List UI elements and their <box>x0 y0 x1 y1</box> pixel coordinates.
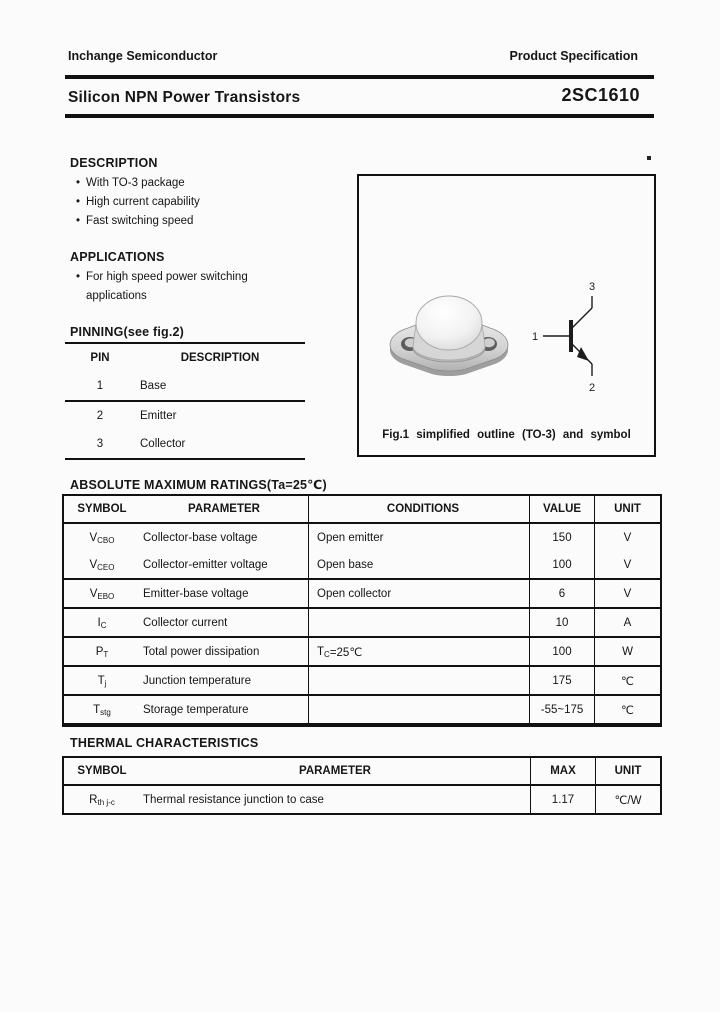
value-cell: 100 <box>530 551 595 578</box>
list-item-text: Fast switching speed <box>86 215 194 227</box>
column-header: MAX <box>531 758 596 784</box>
list-item-text: For high speed power switching applications <box>86 271 248 302</box>
table-row <box>64 786 660 813</box>
list-item <box>76 212 200 231</box>
base-pin-label: 1 <box>531 331 539 343</box>
unit-cell: ℃/W <box>614 794 642 807</box>
emitter-pin-label: 2 <box>588 382 596 394</box>
value-cell: 150 <box>530 524 595 551</box>
stray-mark <box>647 156 651 160</box>
page-title: Silicon NPN Power Transistors <box>68 89 301 106</box>
symbol-cell <box>64 667 140 694</box>
doc-type-label: Product Specification <box>509 49 638 63</box>
conditions-cell <box>309 638 530 665</box>
parameter-cell: Storage temperature <box>140 696 309 723</box>
bullet-icon: • <box>76 215 81 227</box>
emitter-arrow-icon <box>577 347 589 361</box>
part-number: 2SC1610 <box>561 85 640 105</box>
column-header: PIN <box>90 352 110 364</box>
bullet-icon: • <box>76 271 81 283</box>
symbol-base: V <box>89 558 98 571</box>
condition-base: T <box>317 645 325 658</box>
conditions-cell: Open base <box>309 551 530 578</box>
column-header: VALUE <box>530 496 595 522</box>
symbol-cell <box>64 580 140 607</box>
pin-description: Base <box>140 380 167 392</box>
company-name: Inchange Semiconductor <box>68 49 218 63</box>
value-cell: 10 <box>530 609 595 636</box>
header-rule-bottom <box>65 114 654 118</box>
unit-cell: V <box>623 558 632 571</box>
symbol-base: I <box>97 616 101 629</box>
conditions-cell <box>309 609 530 636</box>
value-cell: -55~175 <box>530 696 595 723</box>
unit-cell: ℃ <box>621 675 634 688</box>
parameter-cell: Total power dissipation <box>140 638 309 665</box>
condition-subscript: C <box>324 650 330 659</box>
table-row <box>64 524 660 551</box>
symbol-subscript: T <box>103 650 109 659</box>
list-item <box>76 174 200 193</box>
table-row <box>64 638 660 667</box>
pin-number: 3 <box>96 438 104 450</box>
header-rule-top <box>65 75 654 79</box>
pinning-heading: PINNING(see fig.2) <box>70 325 185 339</box>
symbol-subscript: CEO <box>97 563 115 572</box>
npn-transistor-symbol <box>529 274 624 399</box>
abs-max-ratings-heading: ABSOLUTE MAXIMUM RATINGS(Ta=25℃) <box>70 478 327 492</box>
symbol-cell <box>64 638 140 665</box>
parameter-cell: Thermal resistance junction to case <box>140 786 531 813</box>
max-cell: 1.17 <box>531 786 596 813</box>
pinning-table <box>65 342 305 460</box>
conditions-cell: Open emitter <box>309 524 530 551</box>
bullet-icon: • <box>76 196 81 208</box>
unit-cell: ℃ <box>621 704 634 717</box>
column-header: SYMBOL <box>77 503 127 515</box>
description-heading: DESCRIPTION <box>70 156 158 170</box>
column-header: DESCRIPTION <box>180 352 260 364</box>
description-list <box>76 174 200 231</box>
parameter-cell: Collector current <box>140 609 309 636</box>
symbol-base: R <box>89 793 98 806</box>
table-header-row <box>64 496 660 524</box>
symbol-base: T <box>93 703 101 716</box>
symbol-cell <box>64 551 140 578</box>
figure-box <box>357 174 656 457</box>
column-header: UNIT <box>614 503 641 515</box>
applications-list <box>76 268 298 306</box>
abs-max-ratings-table <box>62 494 662 727</box>
symbol-base: V <box>89 587 98 600</box>
parameter-cell: Collector-emitter voltage <box>140 551 309 578</box>
unit-cell: V <box>623 531 632 544</box>
column-header: PARAMETER <box>140 496 309 522</box>
parameter-cell: Collector-base voltage <box>140 524 309 551</box>
table-row <box>64 696 660 725</box>
table-row <box>64 551 660 580</box>
pin-number: 2 <box>96 410 104 422</box>
symbol-subscript: EBO <box>97 592 115 601</box>
table-row <box>64 580 660 609</box>
symbol-base: P <box>95 645 104 658</box>
symbol-cell <box>64 524 140 551</box>
table-row <box>65 372 305 402</box>
pin-description: Emitter <box>140 410 177 422</box>
pin-description: Collector <box>140 438 186 450</box>
pin-number: 1 <box>96 380 104 392</box>
symbol-subscript: j <box>104 679 107 688</box>
table-row <box>64 609 660 638</box>
conditions-cell <box>309 667 530 694</box>
list-item-text: High current capability <box>86 196 200 208</box>
parameter-cell: Emitter-base voltage <box>140 580 309 607</box>
conditions-cell <box>309 696 530 723</box>
figure-caption: Fig.1 simplified outline (TO-3) and symbol <box>382 429 631 441</box>
to3-package-image <box>383 286 515 392</box>
symbol-subscript: th j-c <box>97 798 115 807</box>
column-header: UNIT <box>614 765 642 777</box>
conditions-cell: Open collector <box>309 580 530 607</box>
value-cell: 100 <box>530 638 595 665</box>
thermal-table <box>62 756 662 815</box>
condition-rest: =25℃ <box>329 646 363 659</box>
value-cell: 175 <box>530 667 595 694</box>
unit-cell: V <box>623 587 632 600</box>
table-row <box>65 430 305 458</box>
column-header: SYMBOL <box>77 765 127 777</box>
bullet-icon: • <box>76 177 81 189</box>
list-item <box>76 193 200 212</box>
column-header: PARAMETER <box>140 758 531 784</box>
applications-heading: APPLICATIONS <box>70 250 165 264</box>
unit-cell: W <box>622 645 633 658</box>
symbol-base: T <box>97 674 105 687</box>
symbol-subscript: C <box>100 621 107 630</box>
thermal-heading: THERMAL CHARACTERISTICS <box>70 736 259 750</box>
symbol-subscript: stg <box>100 708 111 717</box>
table-row <box>64 667 660 696</box>
symbol-cell <box>64 609 140 636</box>
symbol-cell <box>64 786 140 813</box>
collector-pin-label: 3 <box>588 281 596 293</box>
list-item-text: With TO-3 package <box>86 177 185 189</box>
symbol-base: V <box>89 531 98 544</box>
symbol-subscript: CBO <box>97 536 115 545</box>
table-row <box>65 402 305 430</box>
unit-cell: A <box>623 616 632 629</box>
table-header-row <box>64 758 660 786</box>
symbol-cell <box>64 696 140 723</box>
table-header-row <box>65 344 305 372</box>
column-header: CONDITIONS <box>309 496 530 522</box>
value-cell: 6 <box>530 580 595 607</box>
parameter-cell: Junction temperature <box>140 667 309 694</box>
